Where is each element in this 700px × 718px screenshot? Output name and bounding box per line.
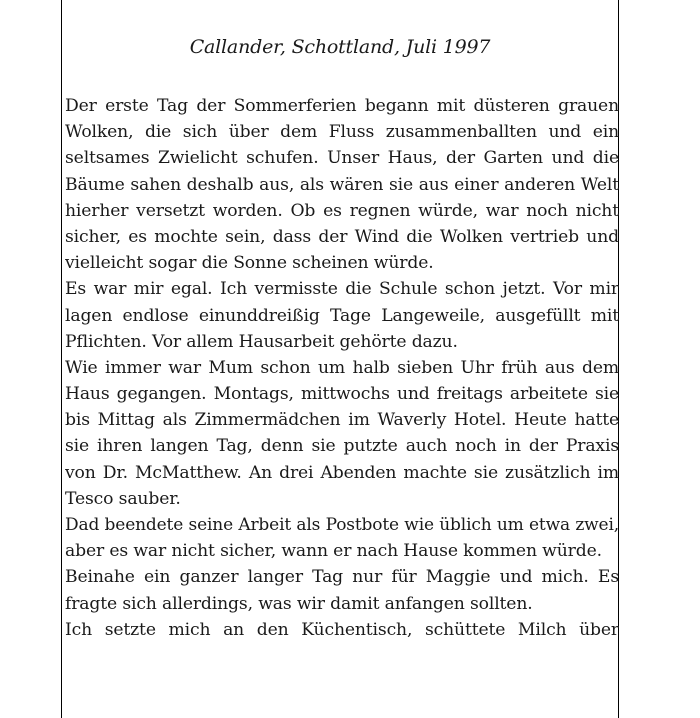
text-line: Tesco sauber.: [65, 488, 181, 509]
chapter-heading: Callander, Schottland, Juli 1997: [189, 36, 491, 58]
text-line: Es war mir egal. Ich vermisste die Schule schon jetzt. Vor mir: [65, 279, 619, 300]
text-line: Haus gegangen. Montags, mittwochs und freitags arbeitete sie: [65, 384, 619, 405]
text-line: Der erste Tag der Sommerferien begann mit düsteren grauen: [65, 96, 619, 116]
text-line: Beinahe ein ganzer langer Tag nur für Maggie und mich. Es: [65, 567, 619, 588]
text-line: Bäume sahen deshalb aus, als wären sie aus einer anderen Welt: [65, 174, 619, 195]
body-text: [65, 93, 619, 643]
text-line: fragte sich allerdings, was wir damit anfangen sollten.: [65, 593, 533, 614]
page: [61, 0, 619, 718]
text-line: hierher versetzt worden. Ob es regnen würde, war noch nicht: [65, 200, 619, 221]
text-line: lagen endlose einunddreißig Tage Langeweile, ausgefüllt mit: [65, 305, 619, 326]
text-line: von Dr. McMatthew. An drei Abenden machte sie zusätzlich im: [65, 462, 619, 483]
text-line: Pflichten. Vor allem Hausarbeit gehörte dazu.: [65, 331, 458, 352]
text-line: Ich setzte mich an den Küchentisch, schüttete Milch über: [65, 619, 619, 640]
text-line: vielleicht sogar die Sonne scheinen würde.: [65, 253, 434, 274]
text-line: seltsames Zwielicht schufen. Unser Haus, der Garten und die: [65, 148, 619, 169]
text-line: Dad beendete seine Arbeit als Postbote wie üblich um etwa zwei,: [65, 515, 619, 535]
text-line: Wolken, die sich über dem Fluss zusammenballten und ein: [65, 122, 619, 143]
text-line: Wie immer war Mum schon um halb sieben Uhr früh aus dem: [65, 357, 619, 378]
text-line: sicher, es mochte sein, dass der Wind die Wolken vertrieb und: [65, 226, 619, 247]
text-line: sie ihren langen Tag, denn sie putzte auch noch in der Praxis: [65, 436, 619, 457]
text-line: aber es war nicht sicher, wann er nach Hause kommen würde.: [65, 541, 602, 562]
text-line: bis Mittag als Zimmermädchen im Waverly Hotel. Heute hatte: [65, 410, 619, 431]
